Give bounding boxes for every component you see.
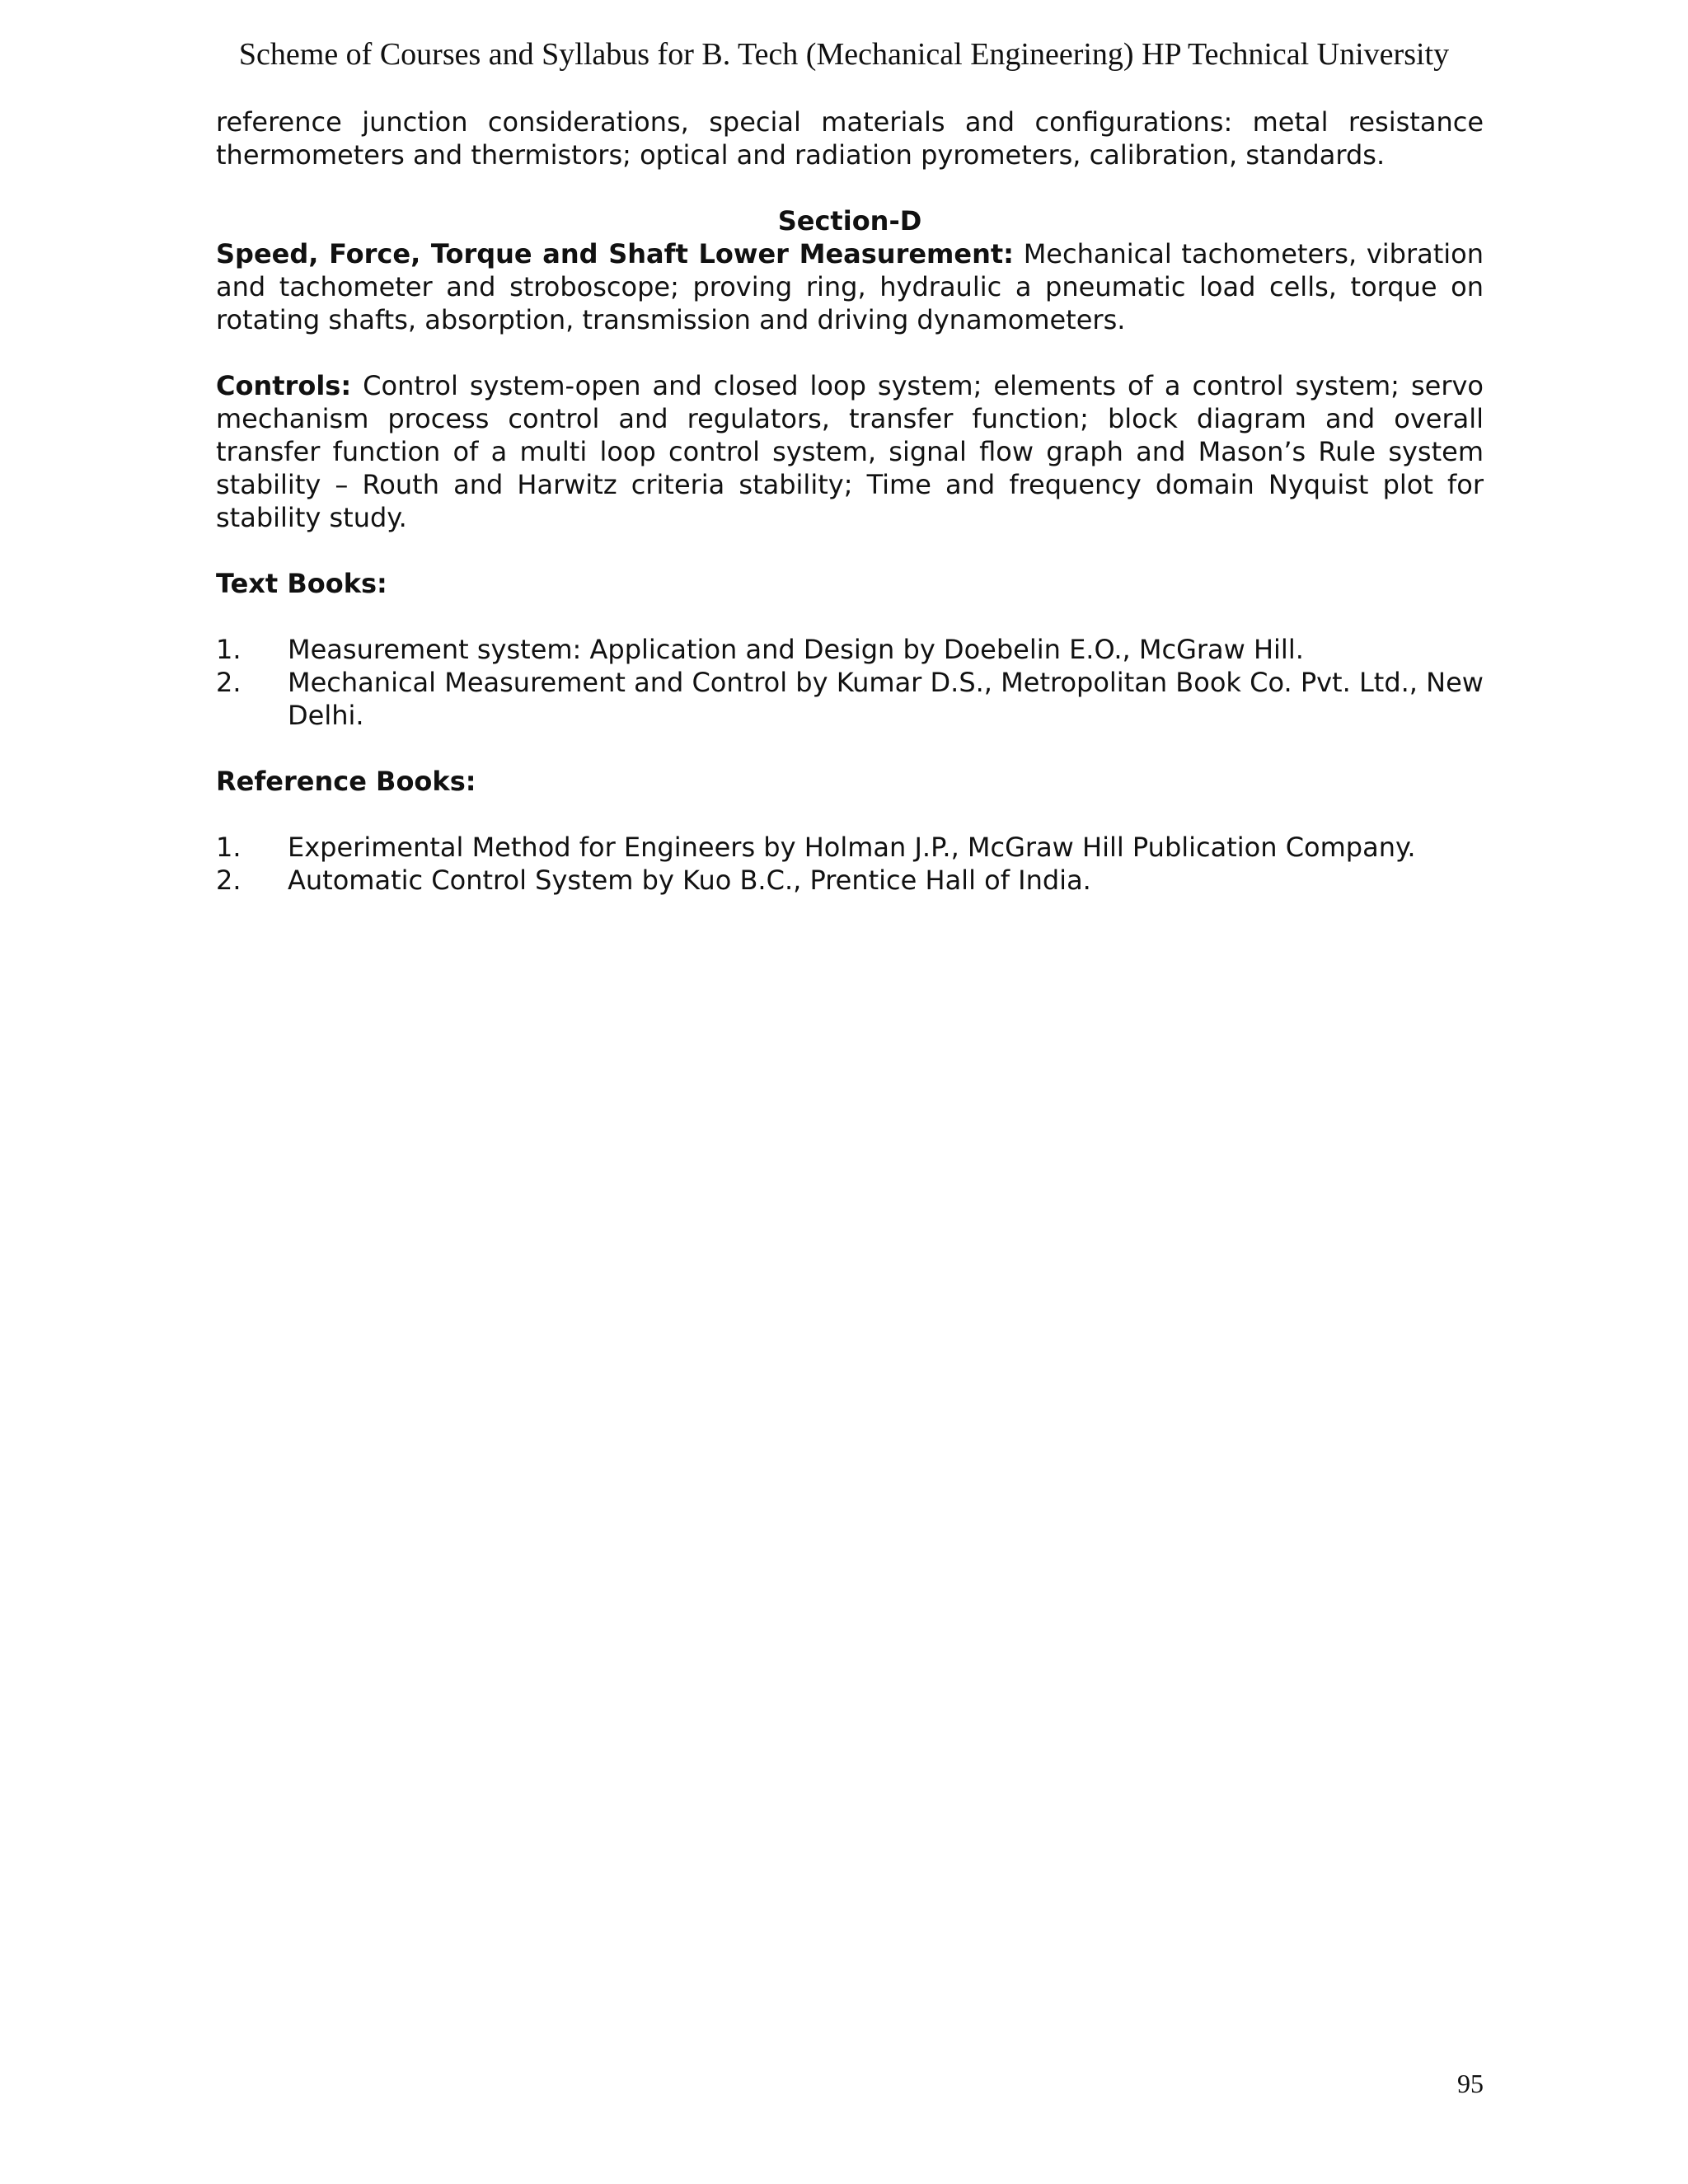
speed-force-paragraph [216, 237, 1484, 336]
list-item [216, 831, 1484, 864]
text-books-heading: Text Books: [216, 568, 387, 599]
list-item [216, 666, 1484, 732]
page-header: Scheme of Courses and Syllabus for B. Tech (Mechanical Engineering) HP Technical University [238, 37, 1450, 72]
list-item-number: 2. [216, 667, 241, 698]
speed-force-text: Mechanical tachometers, vibration and tachometer and stroboscope; proving ring, hydraulic a pneumatic load cells, torque on rotating shafts, absorption, transmission and driving dynamometers. [216, 238, 1484, 335]
text-books-list [216, 633, 1484, 732]
reference-books-heading: Reference Books: [216, 766, 476, 797]
list-item-number: 1. [216, 634, 241, 665]
list-item-text: Mechanical Measurement and Control by Kumar D.S., Metropolitan Book Co. Pvt. Ltd., New Delhi. [288, 667, 1484, 731]
list-item [216, 633, 1484, 666]
page-content [216, 105, 1484, 897]
list-item-number: 2. [216, 865, 241, 896]
speed-force-title: Speed, Force, Torque and Shaft Lower Measurement: [216, 238, 1014, 269]
list-item-text: Automatic Control System by Kuo B.C., Prentice Hall of India. [288, 865, 1091, 896]
section-heading: Section-D [777, 205, 922, 237]
controls-title: Controls: [216, 370, 352, 401]
reference-books-list [216, 831, 1484, 897]
controls-paragraph [216, 369, 1484, 534]
intro-paragraph: reference junction considerations, special materials and configurations: metal resistance thermometers and thermistors; optical and radiation pyrometers, calibration, standards. [216, 106, 1484, 171]
list-item-text: Experimental Method for Engineers by Holman J.P., McGraw Hill Publication Company. [288, 832, 1416, 863]
list-item [216, 864, 1484, 897]
list-item-number: 1. [216, 832, 241, 863]
page-number: 95 [1457, 2069, 1484, 2098]
list-item-text: Measurement system: Application and Design by Doebelin E.O., McGraw Hill. [288, 634, 1304, 665]
controls-text: Control system-open and closed loop system; elements of a control system; servo mechanism process control and regulators, transfer function; block diagram and overall transfer function of a multi loop control system, signal flow graph and Mason’s Rule system stability – Routh and Harwitz criteria stability; Time and frequency domain Nyquist plot for stability study. [216, 370, 1484, 533]
